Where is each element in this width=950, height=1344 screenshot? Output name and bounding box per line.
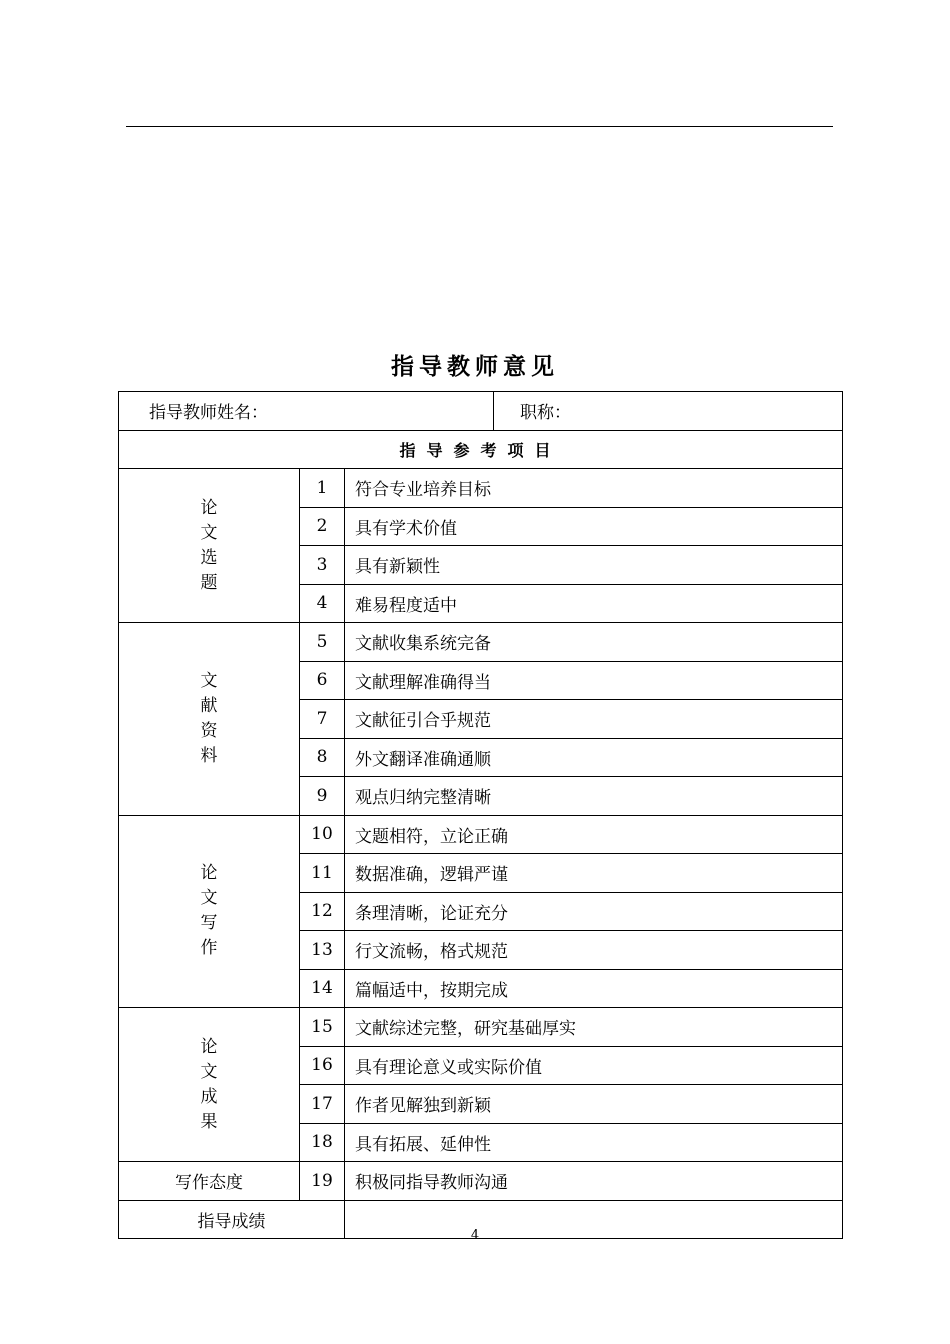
item-number: 6: [300, 661, 345, 700]
category-char: 论: [200, 497, 218, 518]
item-text: 文献综述完整，研究基础厚实: [345, 1008, 843, 1047]
item-text: 具有拓展、延伸性: [345, 1123, 843, 1162]
job-title-field[interactable]: [494, 392, 843, 431]
item-text: 篇幅适中，按期完成: [345, 969, 843, 1008]
reference-heading-row: [119, 430, 843, 469]
category-char: 文: [200, 888, 218, 909]
category-char: 文: [200, 670, 218, 691]
item-text: 具有学术价值: [345, 507, 843, 546]
item-text: 文献征引合乎规范: [345, 700, 843, 739]
category-char: 果: [200, 1111, 218, 1132]
table-row: [119, 1008, 843, 1047]
grade-label: 指导成绩: [119, 1200, 345, 1239]
job-title-label: 职称：: [520, 403, 571, 424]
item-text: 具有理论意义或实际价值: [345, 1046, 843, 1085]
category-char: 文: [200, 1061, 218, 1082]
reference-heading: 指导参考项目: [119, 430, 843, 469]
page-title: 指导教师意见: [391, 354, 559, 380]
page-number: 4: [470, 1228, 480, 1243]
header-row: [119, 392, 843, 431]
item-text: 观点归纳完整清晰: [345, 777, 843, 816]
category-char: 论: [200, 863, 218, 884]
category-char: 料: [200, 745, 218, 766]
item-text: 行文流畅，格式规范: [345, 931, 843, 970]
category-label: [119, 469, 300, 623]
item-text: 数据准确，逻辑严谨: [345, 854, 843, 893]
item-number: 1: [300, 469, 345, 508]
item-number: 12: [300, 892, 345, 931]
item-text: 文献理解准确得当: [345, 661, 843, 700]
table-row: [119, 815, 843, 854]
item-text: 具有新颖性: [345, 546, 843, 585]
item-number: 8: [300, 738, 345, 777]
category-label: [119, 623, 300, 816]
item-text: 作者见解独到新颖: [345, 1085, 843, 1124]
category-char: 写: [200, 913, 218, 934]
category-label: [119, 815, 300, 1008]
item-number: 16: [300, 1046, 345, 1085]
category-char: 作: [200, 938, 218, 959]
teacher-name-label: 指导教师姓名：: [149, 403, 268, 424]
category-label: [119, 1008, 300, 1162]
item-text: 积极同指导教师沟通: [345, 1162, 843, 1201]
header-rule: [126, 126, 833, 127]
item-number: 10: [300, 815, 345, 854]
teacher-name-field[interactable]: [119, 392, 494, 431]
item-number: 2: [300, 507, 345, 546]
item-number: 7: [300, 700, 345, 739]
attitude-row: [119, 1162, 843, 1201]
item-number: 9: [300, 777, 345, 816]
category-char: 资: [200, 720, 218, 741]
item-number: 3: [300, 546, 345, 585]
item-number: 14: [300, 969, 345, 1008]
advisor-opinion-form: [118, 391, 843, 1239]
item-text: 文献收集系统完备: [345, 623, 843, 662]
item-text: 条理清晰，论证充分: [345, 892, 843, 931]
category-char: 成: [200, 1086, 218, 1107]
item-text: 外文翻译准确通顺: [345, 738, 843, 777]
category-char: 献: [200, 695, 218, 716]
item-number: 15: [300, 1008, 345, 1047]
category-char: 论: [200, 1036, 218, 1057]
item-number: 19: [300, 1162, 345, 1201]
item-text: 文题相符，立论正确: [345, 815, 843, 854]
item-number: 11: [300, 854, 345, 893]
item-text: 符合专业培养目标: [345, 469, 843, 508]
item-number: 17: [300, 1085, 345, 1124]
item-number: 4: [300, 584, 345, 623]
table-row: [119, 623, 843, 662]
category-char: 选: [200, 547, 218, 568]
category-char: 题: [200, 572, 218, 593]
item-text: 难易程度适中: [345, 584, 843, 623]
item-number: 13: [300, 931, 345, 970]
attitude-label: 写作态度: [119, 1162, 300, 1201]
item-number: 18: [300, 1123, 345, 1162]
item-number: 5: [300, 623, 345, 662]
category-char: 文: [200, 522, 218, 543]
table-row: [119, 469, 843, 508]
